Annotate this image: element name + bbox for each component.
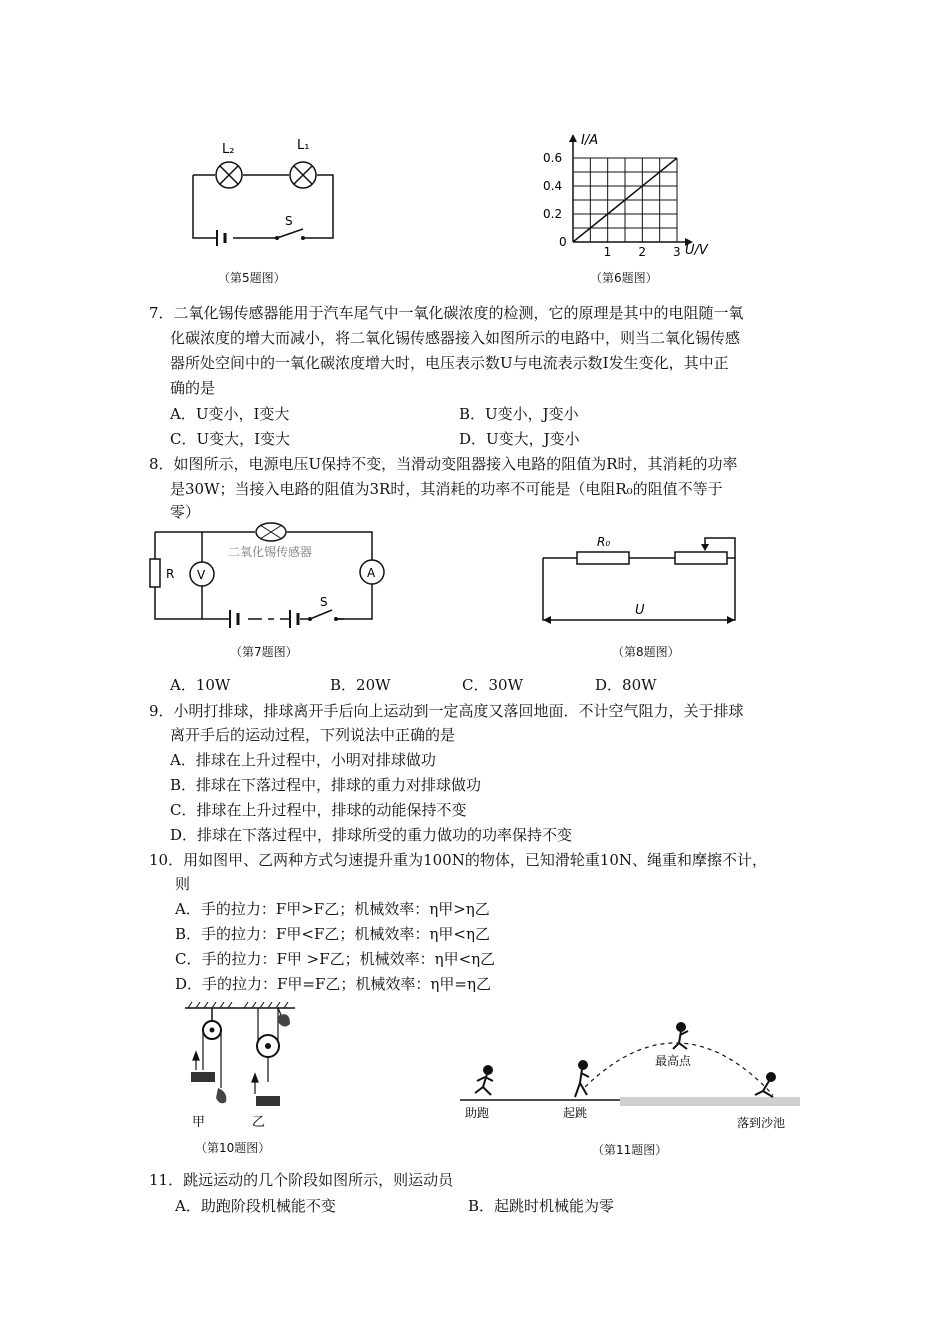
- fig6-caption: （第6题图）: [590, 271, 658, 285]
- q10-option-a: A．手的拉力：F甲>F乙；机械效率：η甲>η乙: [175, 900, 490, 918]
- weight-block-icon: [256, 1096, 280, 1106]
- fig5-caption: （第5题图）: [218, 271, 286, 285]
- label-jia: 甲: [192, 1115, 206, 1130]
- fig6-chart: [535, 120, 725, 265]
- switch-contact-icon: [308, 617, 312, 621]
- q7-line-1: 7．二氧化锡传感器能用于汽车尾气中一氧化碳浓度的检测，它的原理是其中的电阻随一氧: [149, 304, 744, 322]
- x-tick-label: 3: [673, 245, 681, 259]
- arrow-up-icon: [193, 1052, 199, 1070]
- q8-line-1: 8．如图所示，电源电压U保持不变，当滑动变阻器接入电路的阻值为R时，其消耗的功率: [149, 455, 738, 473]
- q10-option-d: D．手的拉力：F甲=F乙；机械效率：η甲=η乙: [175, 975, 491, 993]
- runner-icon: [475, 1066, 493, 1095]
- q7-line-2: 化碳浓度的增大而减小，将二氧化锡传感器接入如图所示的电路中，则当二氧化锡传感: [170, 329, 741, 347]
- label-land: 落到沙池: [737, 1116, 786, 1130]
- sandpit: [620, 1097, 800, 1106]
- jumper-takeoff-icon: [575, 1061, 589, 1097]
- q9-option-b: B．排球在下落过程中，排球的重力对排球做功: [170, 776, 482, 794]
- label-yi: 乙: [252, 1115, 266, 1130]
- label-r: R: [166, 567, 175, 581]
- fig5-circuit: [185, 135, 345, 250]
- q11-option-a: A．助跑阶段机械能不变: [175, 1197, 336, 1215]
- fig8-caption: （第8题图）: [612, 645, 680, 659]
- arrow-up-icon: [252, 1074, 258, 1094]
- x-tick-label: 2: [638, 245, 646, 259]
- q10-line-1: 10．用如图甲、乙两种方式匀速提升重为100N的物体，已知滑轮重10N、绳重和摩擦不计，: [149, 851, 768, 869]
- slider-arrow-icon: [701, 544, 709, 551]
- q7-line-4: 确的是: [170, 379, 216, 397]
- label-r0: R₀: [597, 535, 611, 549]
- ceiling-hatch-icon: [185, 1002, 295, 1008]
- label-s: S: [285, 214, 293, 228]
- rheostat-icon: [675, 552, 727, 564]
- svg-text:V: V: [197, 568, 206, 582]
- q11-line-1: 11．跳远运动的几个阶段如图所示，则运动员: [149, 1171, 454, 1189]
- q7-option-b: B．U变小，J变小: [459, 405, 579, 423]
- q7-option-c: C．U变大，I变大: [170, 430, 291, 448]
- label-jump: 起跳: [563, 1106, 588, 1120]
- q10-line-2: 则: [175, 875, 191, 893]
- weight-block-icon: [191, 1072, 215, 1082]
- sensor-icon: [256, 523, 286, 541]
- label-s: S: [320, 595, 328, 609]
- q8-line-2: 是30W；当接入电路的阻值为3R时，其消耗的功率不可能是（电阻R₀的阻值不等于: [170, 480, 723, 498]
- q11-option-b: B．起跳时机械能为零: [468, 1197, 615, 1215]
- fig11-caption: （第11题图）: [592, 1143, 668, 1157]
- label-run: 助跑: [465, 1106, 490, 1120]
- fig7-caption: （第7题图）: [230, 645, 298, 659]
- jump-trajectory: [585, 1043, 773, 1095]
- hand-icon: [216, 1088, 226, 1103]
- lamp-l2-icon: [216, 162, 242, 188]
- switch-contact-icon: [275, 236, 279, 240]
- u-arrow-left-icon: [543, 616, 551, 624]
- q7-option-a: A．U变小，I变大: [170, 405, 290, 423]
- q7-line-3: 器所处空间中的一氧化碳浓度增大时，电压表示数U与电流表示数I发生变化，其中正: [170, 354, 729, 372]
- y-axis-arrow-icon: [569, 134, 577, 142]
- y-tick-label: 0.6: [543, 151, 563, 165]
- fig8-circuit: [535, 530, 765, 630]
- q8-line-3: 零）: [170, 503, 201, 521]
- q8-option-c: C．30W: [462, 676, 523, 694]
- svg-text:A: A: [367, 566, 376, 580]
- q10-option-b: B．手的拉力：F甲<F乙；机械效率：η甲<η乙: [175, 925, 490, 943]
- y-tick-label: 0.4: [543, 179, 563, 193]
- q10-option-c: C．手的拉力：F甲 >F乙；机械效率：η甲<η乙: [175, 950, 496, 968]
- y-tick-label: 0.2: [543, 207, 563, 221]
- fig10-pulleys: [180, 1000, 300, 1132]
- q7-option-d: D．U变大，J变小: [459, 430, 580, 448]
- jumper-top-icon: [673, 1023, 688, 1049]
- battery-icon: [217, 230, 225, 246]
- x-tick-label: 1: [603, 245, 612, 259]
- voltmeter-icon: [190, 562, 214, 586]
- x-axis-label: U/V: [685, 243, 708, 258]
- x-tick-label: 0: [559, 235, 567, 249]
- resistor-r-icon: [150, 559, 160, 587]
- label-l1: L₁: [297, 138, 310, 153]
- label-l2: L₂: [222, 142, 235, 157]
- fig7-circuit: [150, 522, 385, 632]
- q8-option-d: D．80W: [595, 676, 657, 694]
- u-arrow-right-icon: [727, 616, 735, 624]
- hand-icon: [278, 1014, 290, 1026]
- q9-line-1: 9．小明打排球，排球离开手后向上运动到一定高度又落回地面．不计空气阻力，关于排球: [149, 702, 744, 720]
- q9-option-a: A．排球在上升过程中，小明对排球做功: [170, 751, 436, 769]
- q9-option-d: D．排球在下落过程中，排球所受的重力做功的功率保持不变: [170, 826, 573, 844]
- label-top: 最高点: [655, 1054, 692, 1068]
- lamp-l1-icon: [290, 162, 316, 188]
- fig11-longjump: [455, 1015, 810, 1135]
- q8-option-b: B．20W: [330, 676, 391, 694]
- q8-option-a: A．10W: [170, 676, 231, 694]
- ammeter-icon: [360, 560, 384, 584]
- jumper-landing-icon: [755, 1073, 775, 1097]
- y-axis-label: I/A: [581, 133, 599, 148]
- q9-option-c: C．排球在上升过程中，排球的动能保持不变: [170, 801, 467, 819]
- q9-line-2: 离开手后的运动过程，下列说法中正确的是: [170, 726, 456, 744]
- sensor-label: 二氧化锡传感器: [228, 545, 313, 559]
- resistor-r0-icon: [577, 552, 629, 564]
- fig10-caption: （第10题图）: [195, 1141, 271, 1155]
- label-u: U: [635, 603, 645, 618]
